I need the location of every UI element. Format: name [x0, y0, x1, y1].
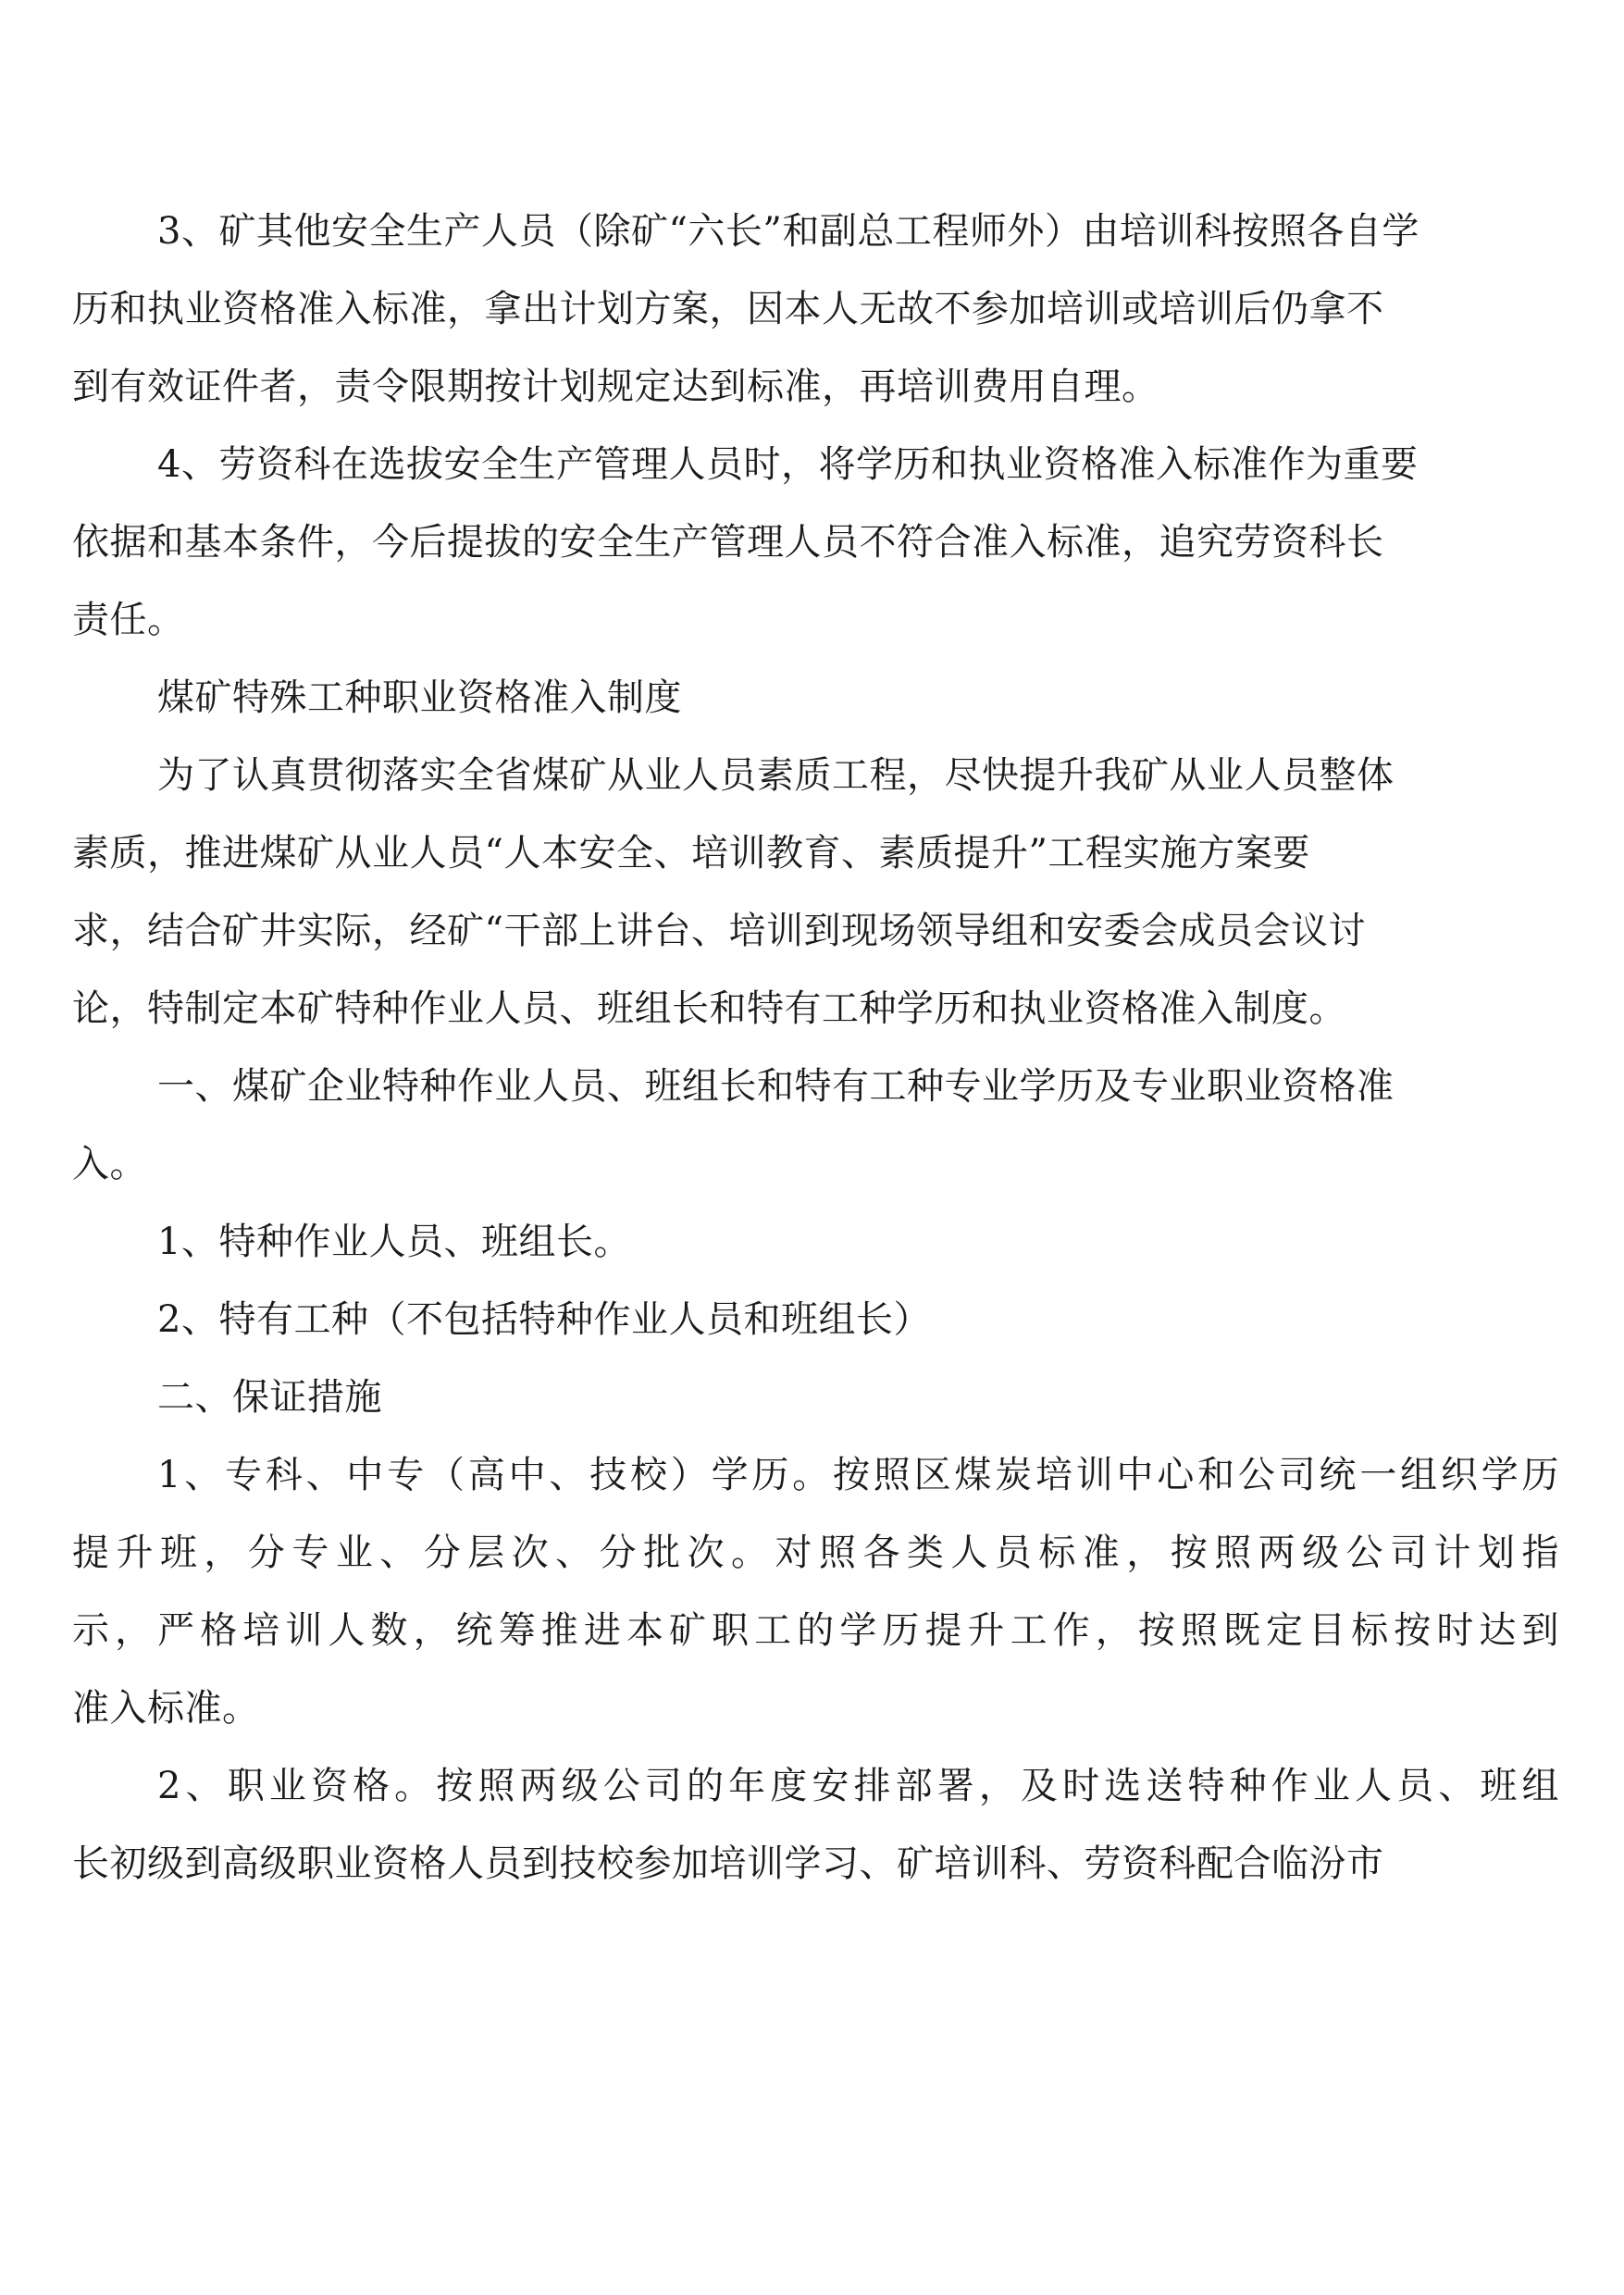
paragraph-line: 素质，推进煤矿从业人员“人本安全、培训教育、素质提升”工程实施方案要: [72, 832, 1310, 875]
paragraph-line: 求，结合矿井实际，经矿“干部上讲台、培训到现场领导组和安委会成员会议讨: [72, 910, 1366, 952]
paragraph-line: 一、煤矿企业特种作业人员、班组长和特有工种专业学历及专业职业资格准: [157, 1065, 1395, 1108]
paragraph-line: 4、劳资科在选拔安全生产管理人员时，将学历和执业资格准入标准作为重要: [157, 443, 1419, 486]
list-item: 1、特种作业人员、班组长。: [157, 1221, 631, 1263]
paragraph-line: 到有效证件者，责令限期按计划规定达到标准，再培训费用自理。: [72, 366, 1159, 408]
paragraph-line: 1、专科、中专（高中、技校）学历。按照区煤炭培训中心和公司统一组织学历: [157, 1454, 1559, 1496]
paragraph-line: 3、矿其他安全生产人员（除矿“六长”和副总工程师外）由培训科按照各自学: [157, 210, 1419, 253]
paragraph-line: 历和执业资格准入标准，拿出计划方案，因本人无故不参加培训或培训后仍拿不: [72, 288, 1384, 330]
paragraph-line: 依据和基本条件，今后提拔的安全生产管理人员不符合准入标准，追究劳资科长: [72, 521, 1384, 564]
paragraph-line: 提升班，分专业、分层次、分批次。对照各类人员标准，按照两级公司计划指: [72, 1532, 1559, 1574]
section-heading: 煤矿特殊工种职业资格准入制度: [157, 676, 682, 719]
paragraph-line: 入。: [72, 1143, 147, 1185]
list-item: 2、特有工种（不包括特种作业人员和班组长）: [157, 1298, 931, 1341]
section-heading: 二、保证措施: [157, 1376, 382, 1419]
paragraph-line: 2、职业资格。按照两级公司的年度安排部署，及时选送特种作业人员、班组: [157, 1765, 1559, 1807]
paragraph-line: 示，严格培训人数，统筹推进本矿职工的学历提升工作，按照既定目标按时达到: [72, 1609, 1559, 1652]
paragraph-line: 责任。: [72, 599, 185, 641]
paragraph-line: 为了认真贯彻落实全省煤矿从业人员素质工程，尽快提升我矿从业人员整体: [157, 754, 1395, 797]
paragraph-line: 长初级到高级职业资格人员到技校参加培训学习、矿培训科、劳资科配合临汾市: [72, 1842, 1384, 1885]
paragraph-line: 论，特制定本矿特种作业人员、班组长和特有工种学历和执业资格准入制度。: [72, 987, 1346, 1030]
paragraph-line: 准入标准。: [72, 1687, 260, 1730]
